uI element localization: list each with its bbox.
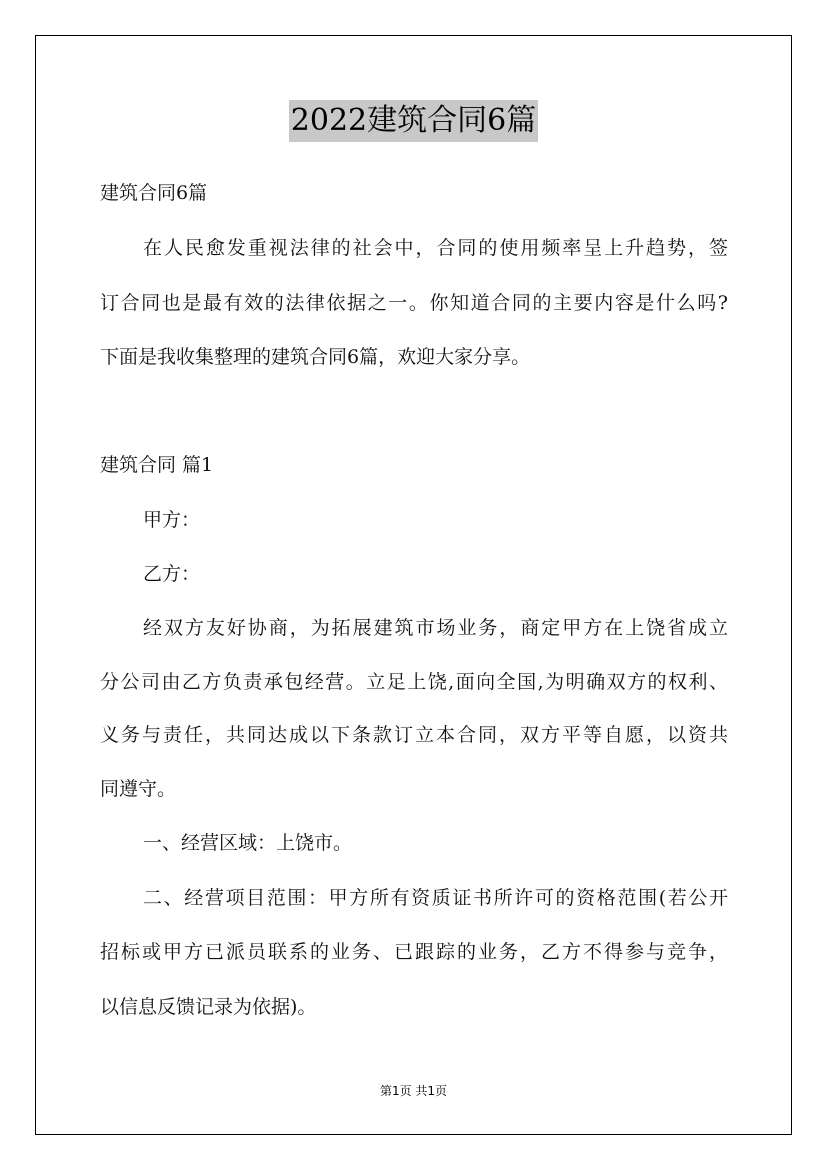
item2-line-2: 招标或甲方已派员联系的业务、已跟踪的业务，乙方不得参与竞争， bbox=[100, 941, 728, 963]
document-subtitle: 建筑合同6篇 bbox=[100, 182, 208, 204]
item2-line-3: 以信息反馈记录为依据)。 bbox=[100, 996, 317, 1018]
paragraph1-line-4: 同遵守。 bbox=[100, 778, 177, 800]
intro-line-1: 在人民愈发重视法律的社会中，合同的使用频率呈上升趋势，签 bbox=[143, 237, 728, 259]
paragraph1-line-2: 分公司由乙方负责承包经营。立足上饶,面向全国,为明确双方的权利、 bbox=[100, 671, 728, 693]
item1-text: 一、经营区域：上饶市。 bbox=[143, 832, 353, 854]
page-footer: 第1页 共1页 bbox=[379, 1084, 448, 1098]
paragraph1-line-1: 经双方友好协商，为拓展建筑市场业务，商定甲方在上饶省成立 bbox=[143, 617, 728, 639]
intro-line-2: 订合同也是最有效的法律依据之一。你知道合同的主要内容是什么吗? bbox=[100, 292, 728, 314]
party-a-label: 甲方： bbox=[143, 509, 201, 531]
section-heading: 建筑合同 篇1 bbox=[100, 454, 214, 476]
paragraph1-line-3: 义务与责任，共同达成以下条款订立本合同，双方平等自愿，以资共 bbox=[100, 724, 728, 746]
item2-line-1: 二、经营项目范围：甲方所有资质证书所许可的资格范围(若公开 bbox=[143, 887, 728, 909]
document-title: 2022建筑合同6篇 bbox=[289, 100, 538, 142]
title-container bbox=[0, 100, 827, 142]
intro-line-3: 下面是我收集整理的建筑合同6篇，欢迎大家分享。 bbox=[100, 346, 531, 368]
party-b-label: 乙方： bbox=[143, 563, 201, 585]
